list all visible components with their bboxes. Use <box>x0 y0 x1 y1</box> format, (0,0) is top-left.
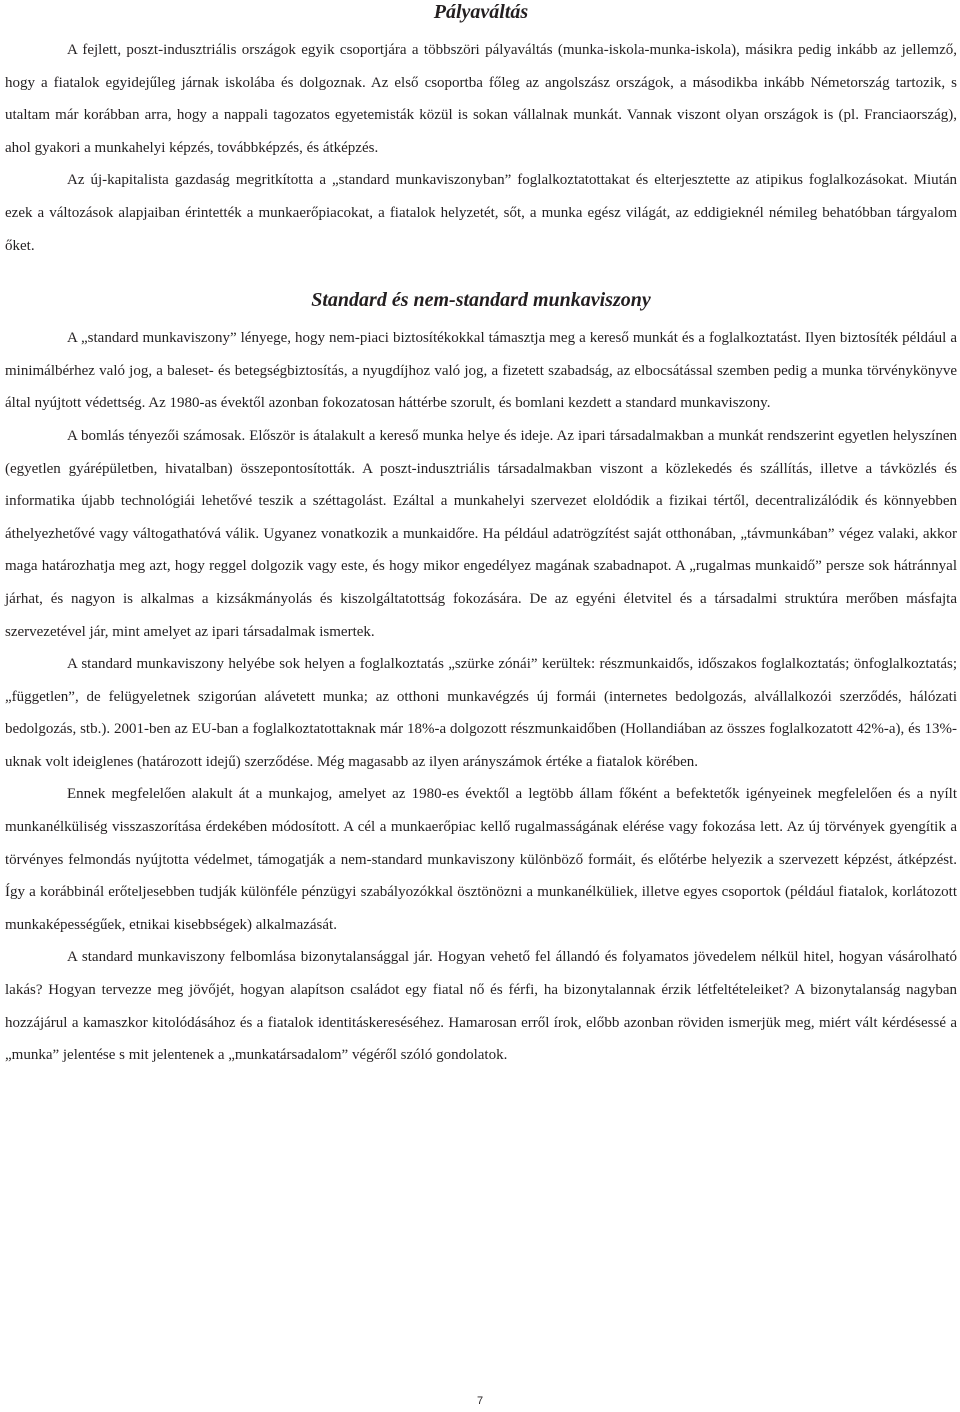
document-page <box>5 0 957 1072</box>
paragraph: A standard munkaviszony felbomlása bizonytalansággal jár. Hogyan vehető fel állandó és folyamatos jövedelem nélkül hitel, hogyan vásárolható lakás? Hogyan tervezze meg jövőjét, hogyan alapítson családot egy fiatal nő és férfi, ha bizonytalannak érzik létfeltételeiket? A bizonytalanság nagyban hozzájárul a kamaszkor kitolódásához és a fiatalok identitáskereséséhez. Hamarosan erről írok, előbb azonban röviden ismerjük meg, miért vált kérdésessé a „munka” jelentése s mit jelentenek a „munkatársadalom” végéről szóló gondolatok. <box>5 949 957 1064</box>
paragraph: A „standard munkaviszony” lényege, hogy nem-piaci biztosítékokkal támasztja meg a kereső munkát és a foglalkoztatást. Ilyen biztosíték például a minimálbérhez való jog, a baleset- és betegségbiztosítás, a nyugdíjhoz való jog, a fizetett szabadság, az elbocsátással szemben pedig a munka törvénykönyve által nyújtott védettség. Az 1980-as évektől azonban fokozatosan háttérbe szorult, és bomlani kezdett a standard munkaviszony. <box>5 330 957 412</box>
section-title-palyavaltas: Pályaváltás <box>433 1 529 23</box>
section-title-standard-munkaviszony: Standard és nem-standard munkaviszony <box>311 289 651 312</box>
paragraph: Az új-kapitalista gazdaság megritkította a „standard munkaviszonyban” foglalkoztatottakat és elterjesztette az atipikus foglalkozásokat. Miután ezek a változások alapjaiban érintették a munkaerőpiacokat, a fiatalok helyzetét, sőt, a munka egész világát, az eddigieknél némileg behatóbban tárgyalom őket. <box>5 172 957 254</box>
paragraph: Ennek megfelelően alakult át a munkajog, amelyet az 1980-es évektől a legtöbb állam főként a befektetők igényeinek megfelelően és a nyílt munkanélküliség visszaszorítása érdekében módosított. A cél a munkaerőpiac kellő rugalmasságának elérése vagy fokozása lett. Az új törvények gyengítik a törvényes felmondás nyújtotta védelmet, támogatják a nem-standard munkaviszony különböző formáit, és előtérbe helyezik a szervezett képzést, átképzést. Így a korábbinál erőteljesebben tudják különféle pénzügyi szabályozókkal ösztönözni a munkanélküliek, illetve egyes csoportok (például fiatalok, korlátozott munkaképességűek, etnikai kisebbségek) alkalmazását. <box>5 786 957 933</box>
page-number: 7 <box>476 1395 484 1407</box>
paragraph: A fejlett, poszt-indusztriális országok egyik csoportjára a többszöri pályaváltás (munka-iskola-munka-iskola), másikra pedig inkább az jellemző, hogy a fiatalok egyidejűleg járnak iskolába és dolgoznak. Az első csoportba főleg az angolszász országok, a másodikba inkább Németország tartozik, s utaltam már korábban arra, hogy a nappali tagozatos egyetemisták közül is sokan vállalnak munkát. Vannak viszont olyan országok is (pl. Franciaország), ahol gyakori a munkahelyi képzés, továbbképzés, és átképzés. <box>5 42 957 156</box>
paragraph: A bomlás tényezői számosak. Először is átalakult a kereső munka helye és ideje. Az ipari társadalmakban a munkát rendszerint egyetlen helyszínen (egyetlen gyárépületben, hivatalban) összepontosították. A poszt-indusztriális társadalmakban viszont a közlekedés és szállítás, illetve a távközlés és informatika újabb technológiái lehetővé teszik a széttagolást. Ezáltal a munkahelyi szervezet eloldódik a fizikai tértől, decentralizálódik és könnyebben áthelyezhetővé vagy váltogathatóvá válik. Ugyanez vonatkozik a munkaidőre. Ha például adatrögzítést saját otthonában, „távmunkában” végez valaki, akkor maga határozhatja meg azt, hogy reggel dolgozik vagy este, és hogy mikor engedélyez magának szabadnapot. A „rugalmas munkaidő” persze sok hátránnyal járhat, és nagyon is alkalmas a kizsákmányolás és kiszolgáltatottság fokozására. De az egyéni életvitel és a társadalmi struktúra merőben másfajta szervezetével jár, mint amelyet az ipari társadalmak ismertek. <box>5 427 957 640</box>
paragraph: A standard munkaviszony helyébe sok helyen a foglalkoztatás „szürke zónái” kerültek: részmunkaidős, időszakos foglalkoztatás; önfoglalkoztatás; „független”, de felügyeletnek szigorúan alávetett munka; az otthoni munkavégzés új formái (internetes bedolgozás, alvállalkozói szerződés, hálózati bedolgozás, stb.). 2001-ben az EU-ban a foglalkoztatottaknak már 18%-a dolgozott részmunkaidőben (Hollandiában az összes foglalkozatott 42%-a), és 13%-uknak volt ideiglenes (határozott idejű) szerződése. Még magasabb az ilyen arányszámok értéke a fiatalok körében. <box>5 656 957 770</box>
